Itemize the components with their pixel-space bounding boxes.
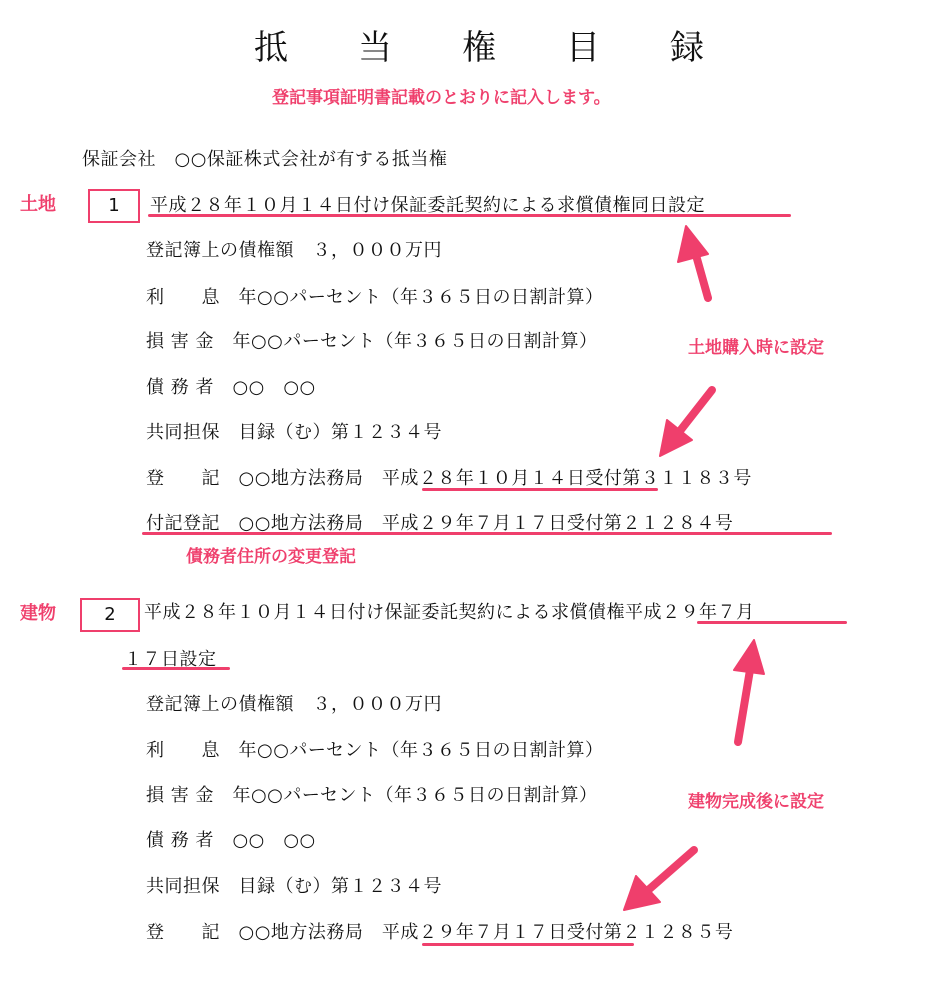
building-registration-prefix: 登 記 ○○地方法務局 bbox=[146, 922, 382, 943]
land-address-change-note: 債務者住所の変更登記 bbox=[186, 547, 356, 567]
land-registration-suffix: 受付第３１１８３号 bbox=[585, 468, 752, 489]
instruction-note: 登記事項証明書記載のとおりに記入します。 bbox=[272, 88, 611, 108]
building-heading-part-b: 平成２９年７月 bbox=[625, 602, 755, 623]
building-number-box: 2 bbox=[80, 598, 140, 632]
building-heading-continued: １７日設定 bbox=[124, 649, 217, 670]
building-registration bbox=[146, 920, 733, 946]
land-number-box: 1 bbox=[88, 189, 140, 223]
building-debtor: 債 務 者 ○○ ○○ bbox=[146, 830, 316, 851]
page-title bbox=[254, 26, 774, 70]
building-registration-suffix: 受付第２１２８５号 bbox=[566, 922, 734, 943]
land-amount: 登記簿上の債権額 ３，０００万円 bbox=[146, 240, 442, 261]
building-registration-date: 平成２９年７月１７日 bbox=[381, 922, 567, 943]
building-damages: 損 害 金 年○○パーセント（年３６５日の日割計算） bbox=[146, 785, 598, 806]
title-char: 抵 bbox=[254, 28, 288, 68]
building-heading-part-a: 平成２８年１０月１４日付け保証委託契約による求償債権 bbox=[144, 602, 625, 623]
land-registration-prefix: 登 記 ○○地方法務局 bbox=[146, 468, 382, 489]
arrow-down-left-icon bbox=[660, 390, 712, 456]
land-heading: 平成２８年１０月１４日付け保証委託契約による求償債権同日設定 bbox=[150, 195, 705, 216]
company-line: 保証会社 ○○保証株式会社が有する抵当権 bbox=[82, 149, 448, 170]
land-setting-note: 土地購入時に設定 bbox=[688, 338, 824, 358]
land-interest: 利 息 年○○パーセント（年３６５日の日割計算） bbox=[146, 287, 604, 308]
building-side-label: 建物 bbox=[20, 603, 56, 624]
arrow-up-icon bbox=[678, 226, 708, 298]
title-char: 録 bbox=[670, 28, 704, 68]
land-damages: 損 害 金 年○○パーセント（年３６５日の日割計算） bbox=[146, 331, 598, 352]
building-setting-note: 建物完成後に設定 bbox=[688, 792, 824, 812]
land-debtor: 債 務 者 ○○ ○○ bbox=[146, 377, 316, 398]
land-side-label: 土地 bbox=[20, 194, 56, 215]
title-char: 当 bbox=[358, 28, 392, 68]
title-char: 目 bbox=[566, 28, 600, 68]
building-collateral: 共同担保 目録（む）第１２３４号 bbox=[146, 876, 442, 897]
land-collateral: 共同担保 目録（む）第１２３４号 bbox=[146, 422, 442, 443]
arrow-up-icon bbox=[734, 640, 764, 742]
building-heading bbox=[144, 600, 755, 626]
title-char: 権 bbox=[462, 28, 496, 68]
building-amount: 登記簿上の債権額 ３，０００万円 bbox=[146, 694, 442, 715]
building-interest: 利 息 年○○パーセント（年３６５日の日割計算） bbox=[146, 740, 604, 761]
land-registration-date: 平成２８年１０月１４日 bbox=[381, 468, 586, 489]
land-registration bbox=[146, 466, 752, 492]
land-supplementary: 付記登記 ○○地方法務局 平成２９年７月１７日受付第２１２８４号 bbox=[146, 513, 734, 534]
arrow-down-left-icon bbox=[624, 850, 694, 910]
